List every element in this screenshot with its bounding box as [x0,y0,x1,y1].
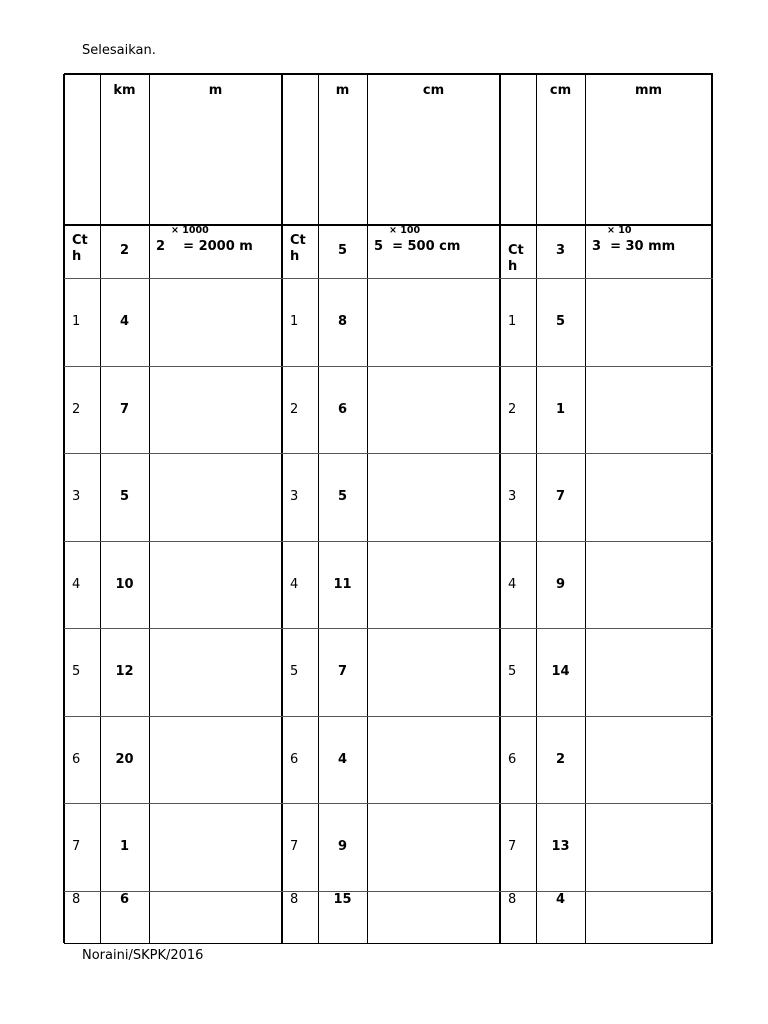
row-value-cm-mm: 7 [555,489,566,504]
answer-cell-km-m[interactable] [150,717,281,802]
row-number-km-m: 7 [72,839,81,854]
row-number-km-m: 6 [72,752,81,767]
answer-cell-km-m[interactable] [150,279,281,365]
answer-cell-cm-mm[interactable] [586,279,711,365]
example-label-cm-mm-line2: h [508,259,518,274]
column-rule [281,74,283,943]
answer-cell-cm-mm[interactable] [586,542,711,627]
row-value-m-cm: 9 [337,839,348,854]
row-value-m-cm: 4 [337,752,348,767]
example-multiplier-km-m: × 1000 [171,225,209,236]
row-number-km-m: 5 [72,664,81,679]
header-km-m-from-unit: km [113,83,136,98]
answer-cell-cm-mm[interactable] [586,717,711,802]
row-number-m-cm: 8 [290,892,299,907]
row-value-km-m: 6 [119,892,130,907]
instruction-text: Selesaikan. [82,43,156,58]
example-multiplier-m-cm: × 100 [389,225,421,236]
example-value-m-cm: 5 [337,243,348,258]
row-value-cm-mm: 14 [551,664,570,679]
row-number-km-m: 8 [72,892,81,907]
row-number-cm-mm: 8 [508,892,517,907]
row-number-cm-mm: 5 [508,664,517,679]
row-value-m-cm: 7 [337,664,348,679]
row-value-cm-mm: 9 [555,577,566,592]
row-number-m-cm: 1 [290,314,299,329]
row-number-cm-mm: 3 [508,489,517,504]
row-value-km-m: 7 [119,402,130,417]
column-rule [100,74,101,943]
row-number-km-m: 2 [72,402,81,417]
row-number-km-m: 3 [72,489,81,504]
example-label-m-cm: Ct [290,233,306,248]
row-value-m-cm: 8 [337,314,348,329]
row-value-cm-mm: 1 [555,402,566,417]
answer-cell-km-m[interactable] [150,367,281,452]
example-label-km-m-line2: h [72,249,82,264]
row-value-m-cm: 11 [333,577,352,592]
row-number-m-cm: 5 [290,664,299,679]
row-number-m-cm: 7 [290,839,299,854]
answer-cell-km-m[interactable] [150,892,281,942]
answer-cell-m-cm[interactable] [368,892,499,942]
header-cm-mm-from-unit: cm [549,83,572,98]
answer-cell-m-cm[interactable] [368,717,499,802]
row-number-km-m: 4 [72,577,81,592]
row-value-m-cm: 6 [337,402,348,417]
row-number-m-cm: 2 [290,402,299,417]
row-number-m-cm: 3 [290,489,299,504]
answer-cell-m-cm[interactable] [368,804,499,890]
row-value-m-cm: 15 [333,892,352,907]
row-value-cm-mm: 13 [551,839,570,854]
row-value-m-cm: 5 [337,489,348,504]
header-cm-mm-to-unit: mm [634,83,663,98]
row-value-km-m: 10 [115,577,134,592]
column-rule [318,74,319,943]
example-label-km-m: Ct [72,233,88,248]
example-value-cm-mm: 3 [555,243,566,258]
row-value-km-m: 1 [119,839,130,854]
row-value-cm-mm: 5 [555,314,566,329]
row-value-km-m: 4 [119,314,130,329]
header-km-m-to-unit: m [208,83,223,98]
column-rule [499,74,501,943]
example-label-m-cm-line2: h [290,249,300,264]
answer-cell-km-m[interactable] [150,542,281,627]
row-number-m-cm: 6 [290,752,299,767]
example-result-km-m: 2 = 2000 m [156,239,253,254]
answer-cell-m-cm[interactable] [368,542,499,627]
column-rule [63,74,65,943]
answer-cell-km-m[interactable] [150,629,281,715]
answer-cell-cm-mm[interactable] [586,804,711,890]
answer-cell-cm-mm[interactable] [586,367,711,452]
row-number-cm-mm: 7 [508,839,517,854]
answer-cell-m-cm[interactable] [368,629,499,715]
row-value-km-m: 12 [115,664,134,679]
answer-cell-km-m[interactable] [150,454,281,540]
example-multiplier-cm-mm: × 10 [607,225,632,236]
answer-cell-m-cm[interactable] [368,454,499,540]
row-number-cm-mm: 2 [508,402,517,417]
row-number-km-m: 1 [72,314,81,329]
footer-credit: Noraini/SKPK/2016 [82,948,204,963]
row-number-cm-mm: 6 [508,752,517,767]
row-value-km-m: 20 [115,752,134,767]
row-number-m-cm: 4 [290,577,299,592]
answer-cell-cm-mm[interactable] [586,629,711,715]
row-value-km-m: 5 [119,489,130,504]
column-rule [536,74,537,943]
example-result-m-cm: 5 = 500 cm [374,239,461,254]
answer-cell-cm-mm[interactable] [586,892,711,942]
header-m-cm-to-unit: cm [422,83,445,98]
example-value-km-m: 2 [119,243,130,258]
header-m-cm-from-unit: m [335,83,350,98]
answer-cell-cm-mm[interactable] [586,454,711,540]
table-bottom-rule [64,943,713,944]
answer-cell-m-cm[interactable] [368,279,499,365]
example-label-cm-mm: Ct [508,243,524,258]
row-value-cm-mm: 4 [555,892,566,907]
answer-cell-km-m[interactable] [150,804,281,890]
header-top-rule [64,73,713,75]
row-number-cm-mm: 1 [508,314,517,329]
row-number-cm-mm: 4 [508,577,517,592]
example-result-cm-mm: 3 = 30 mm [592,239,676,254]
column-rule [711,74,713,943]
row-value-cm-mm: 2 [555,752,566,767]
answer-cell-m-cm[interactable] [368,367,499,452]
